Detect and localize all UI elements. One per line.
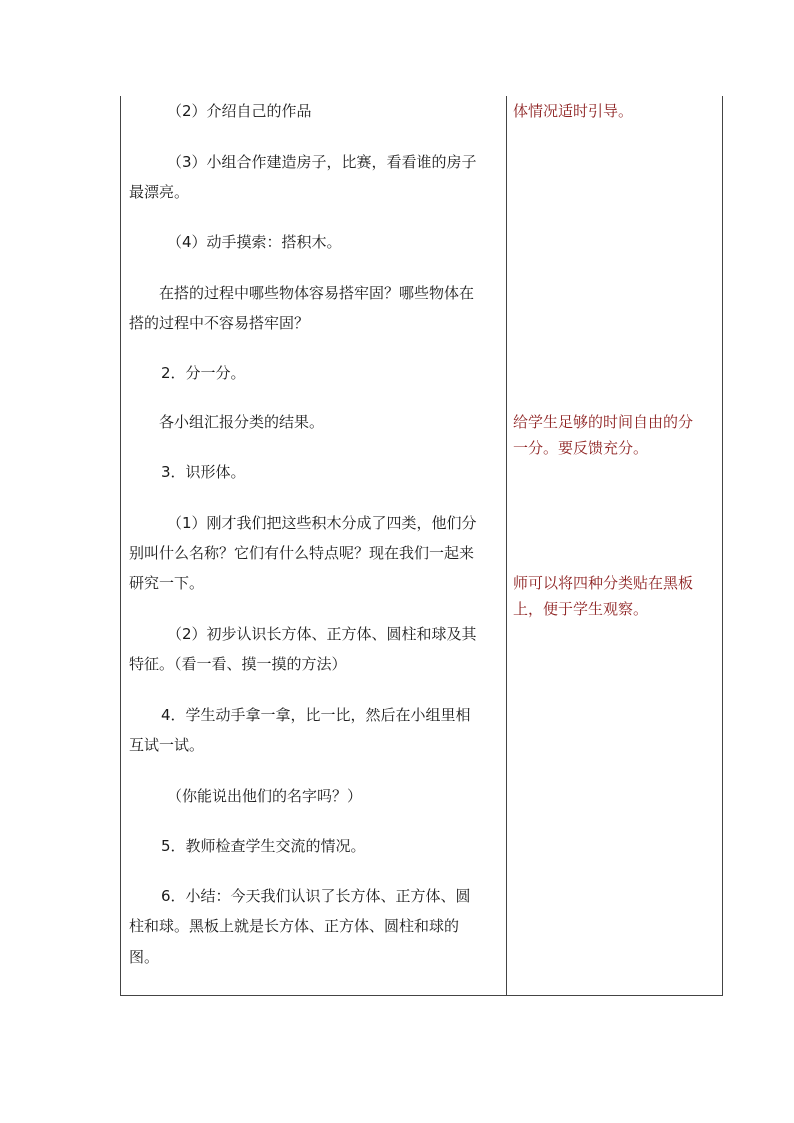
text-line: （2）初步认识长方体、正方体、圆柱和球及其 <box>167 625 477 643</box>
text-line: 5．教师检查学生交流的情况。 <box>161 837 366 855</box>
text-line: 别叫什么名称？它们有什么特点呢？现在我们一起来 <box>129 544 475 562</box>
text-line: 3．识形体。 <box>161 463 246 481</box>
text-line: 研究一下。 <box>129 574 205 592</box>
text-line: 各小组汇报分类的结果。 <box>159 413 325 431</box>
note-line: 一分。要反馈充分。 <box>513 439 649 457</box>
text-line: 搭的过程中不容易搭牢固？ <box>129 314 310 332</box>
lesson-plan-table <box>120 96 723 996</box>
text-line: （1）刚才我们把这些积木分成了四类，他们分 <box>167 514 477 532</box>
note-line: 上，便于学生观察。 <box>513 600 649 618</box>
text-line: 2．分一分。 <box>161 364 246 382</box>
text-line: （3）小组合作建造房子，比赛，看看谁的房子 <box>167 153 477 171</box>
text-line: 4．学生动手拿一拿，比一比，然后在小组里相 <box>161 706 471 724</box>
text-line: 互试一试。 <box>129 736 205 754</box>
text-line: 图。 <box>129 948 160 966</box>
note-line: 给学生足够的时间自由的分 <box>513 413 694 431</box>
text-line: （你能说出他们的名字吗？） <box>167 787 363 805</box>
text-line: （2）介绍自己的作品 <box>167 102 312 120</box>
text-line: 6．小结：今天我们认识了长方体、正方体、圆 <box>161 887 471 905</box>
text-line: 柱和球。黑板上就是长方体、正方体、圆柱和球的 <box>129 917 460 935</box>
text-line: 在搭的过程中哪些物体容易搭牢固？哪些物体在 <box>159 284 475 302</box>
text-line: 最漂亮。 <box>129 183 190 201</box>
text-line: 特征。（看一看、摸一摸的方法） <box>129 655 347 673</box>
text-line: （4）动手摸索：搭积木。 <box>167 233 342 251</box>
column-divider <box>506 96 507 995</box>
note-line: 体情况适时引导。 <box>513 102 634 120</box>
note-line: 师可以将四种分类贴在黑板 <box>513 574 694 592</box>
